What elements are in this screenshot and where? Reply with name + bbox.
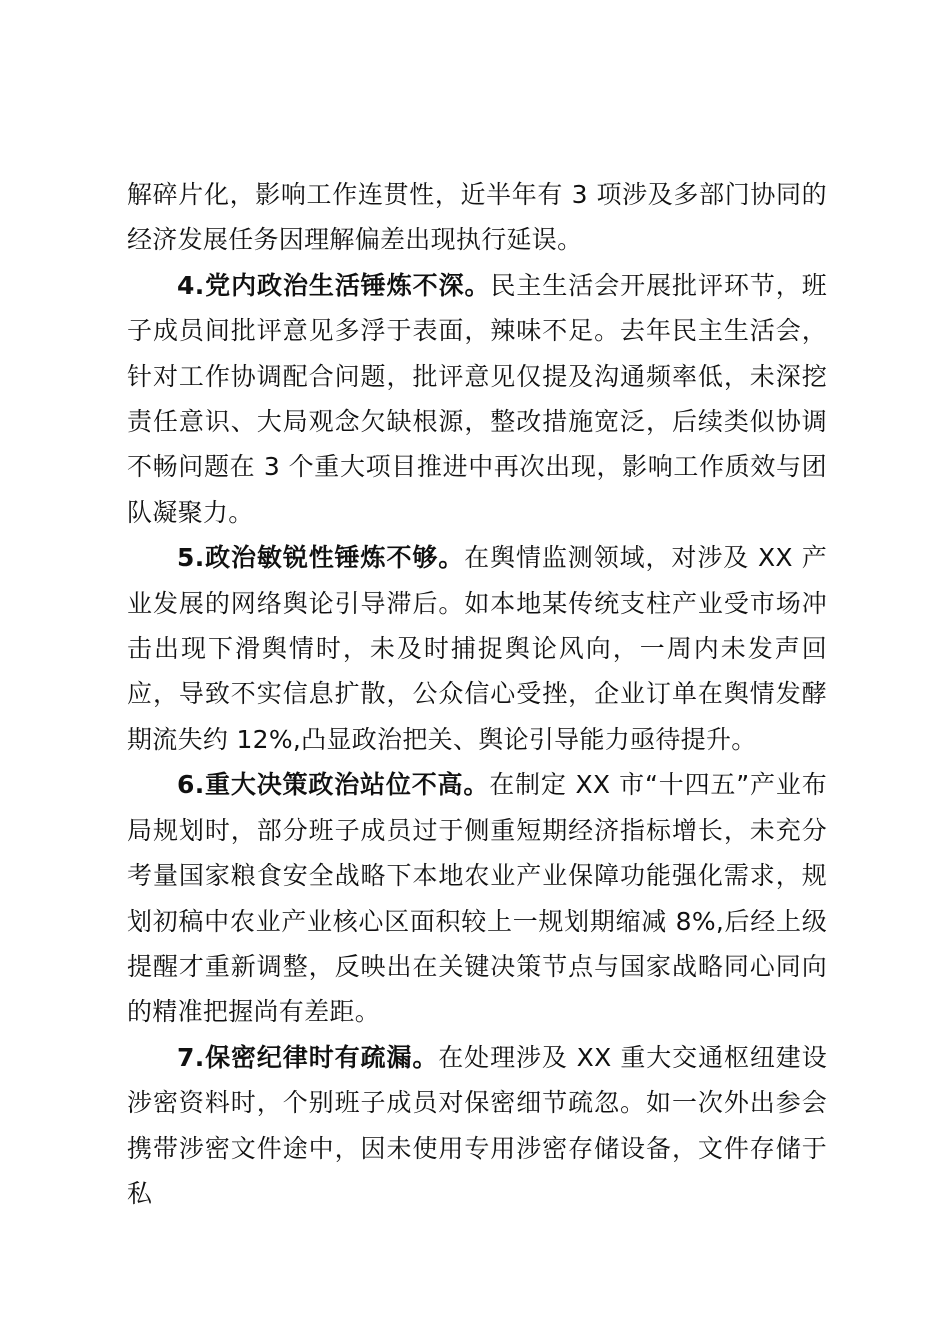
paragraph-text: 在舆情监测领域，对涉及 XX 产业发展的网络舆论引导滞后。如本地某传统支柱产业受市场冲击出现下滑舆情时，未及时捕捉舆论风向，一周内未发声回应，导致不实信息扩散，公众信心受挫，企业订单在舆情发酵期流失约 12%,凸显政治把关、舆论引导能力亟待提升。 (127, 543, 827, 754)
paragraph-text: 解碎片化，影响工作连贯性，近半年有 3 项涉及多部门协同的经济发展任务因理解偏差出现执行延误。 (127, 180, 827, 255)
paragraph-continuation (127, 172, 827, 263)
paragraph-item-5 (127, 535, 827, 762)
paragraph-item-4 (127, 263, 827, 535)
paragraph-heading: 7.保密纪律时有疏漏。 (177, 1042, 439, 1072)
paragraph-heading: 5.政治敏锐性锤炼不够。 (177, 543, 465, 573)
document-body (127, 172, 827, 1216)
paragraph-text: 在制定 XX 市“十四五”产业布局规划时，部分班子成员过于侧重短期经济指标增长，未充分考量国家粮食安全战略下本地农业产业保障功能强化需求，规划初稿中农业产业核心区面积较上一规划期缩减 8%,后经上级提醒才重新调整，反映出在关键决策节点与国家战略同心同向的精准把握尚有差距。 (127, 770, 827, 1027)
paragraph-heading: 4.党内政治生活锤炼不深。 (177, 270, 491, 300)
paragraph-item-7 (127, 1035, 827, 1217)
paragraph-heading: 6.重大决策政治站位不高。 (177, 770, 490, 800)
paragraph-item-6 (127, 762, 827, 1034)
paragraph-text: 在处理涉及 XX 重大交通枢纽建设涉密资料时，个别班子成员对保密细节疏忽。如一次外出参会携带涉密文件途中，因未使用专用涉密存储设备，文件存储于私 (127, 1042, 827, 1208)
paragraph-text: 民主生活会开展批评环节，班子成员间批评意见多浮于表面，辣味不足。去年民主生活会，针对工作协调配合问题，批评意见仅提及沟通频率低，未深挖责任意识、大局观念欠缺根源，整改措施宽泛，后续类似协调不畅问题在 3 个重大项目推进中再次出现，影响工作质效与团队凝聚力。 (127, 270, 828, 527)
